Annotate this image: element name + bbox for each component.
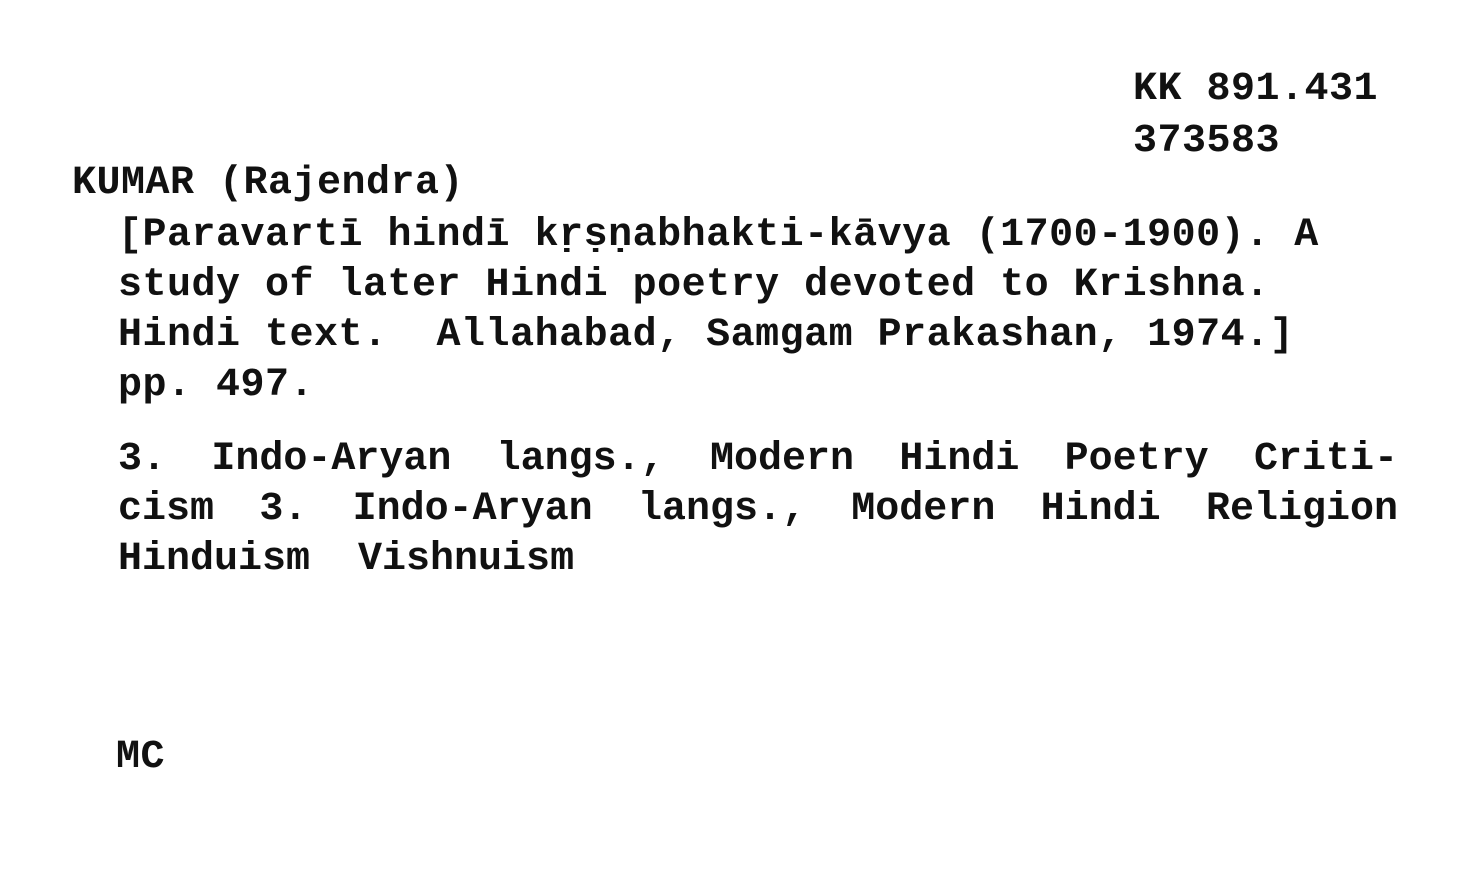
subject-word: Religion <box>1205 487 1398 532</box>
subject-line-1 <box>118 436 1398 484</box>
author-heading: KUMAR (Rajendra) <box>72 161 465 206</box>
subject-word: Hindi <box>899 437 1020 482</box>
title-line: study of later Hindi poetry devoted to Krishna. <box>118 263 1270 308</box>
title-line: Hindi text. Allahabad, Samgam Prakashan, 1974.] <box>118 313 1295 358</box>
subject-word: Indo-Aryan <box>211 437 452 482</box>
subject-word: 3. <box>118 437 167 482</box>
subject-word: Modern <box>851 487 996 532</box>
pagination: pp. 497. <box>118 363 315 408</box>
subject-word: Indo-Aryan <box>352 487 593 532</box>
subject-word: Modern <box>709 437 855 482</box>
subject-word: Criti- <box>1253 437 1398 482</box>
subject-word: Poetry <box>1064 437 1209 482</box>
subject-line-2 <box>118 486 1398 534</box>
cataloguer-initials: MC <box>116 735 166 780</box>
subject-word: cism <box>118 487 215 532</box>
title-line: [Paravartī hindī kṛṣṇabhakti-kāvya (1700-1900). A <box>118 213 1319 258</box>
subject-word: Hinduism <box>118 537 311 582</box>
subject-word: 3. <box>259 487 308 532</box>
subject-word: langs., <box>496 437 665 482</box>
subject-line-3 <box>118 536 1398 584</box>
call-number: KK 891.431 <box>1133 67 1379 112</box>
accession-number: 373583 <box>1133 119 1281 164</box>
subject-word: Vishnuism <box>358 537 575 582</box>
subject-word: Hindi <box>1040 487 1161 532</box>
subject-word: langs., <box>637 487 806 532</box>
